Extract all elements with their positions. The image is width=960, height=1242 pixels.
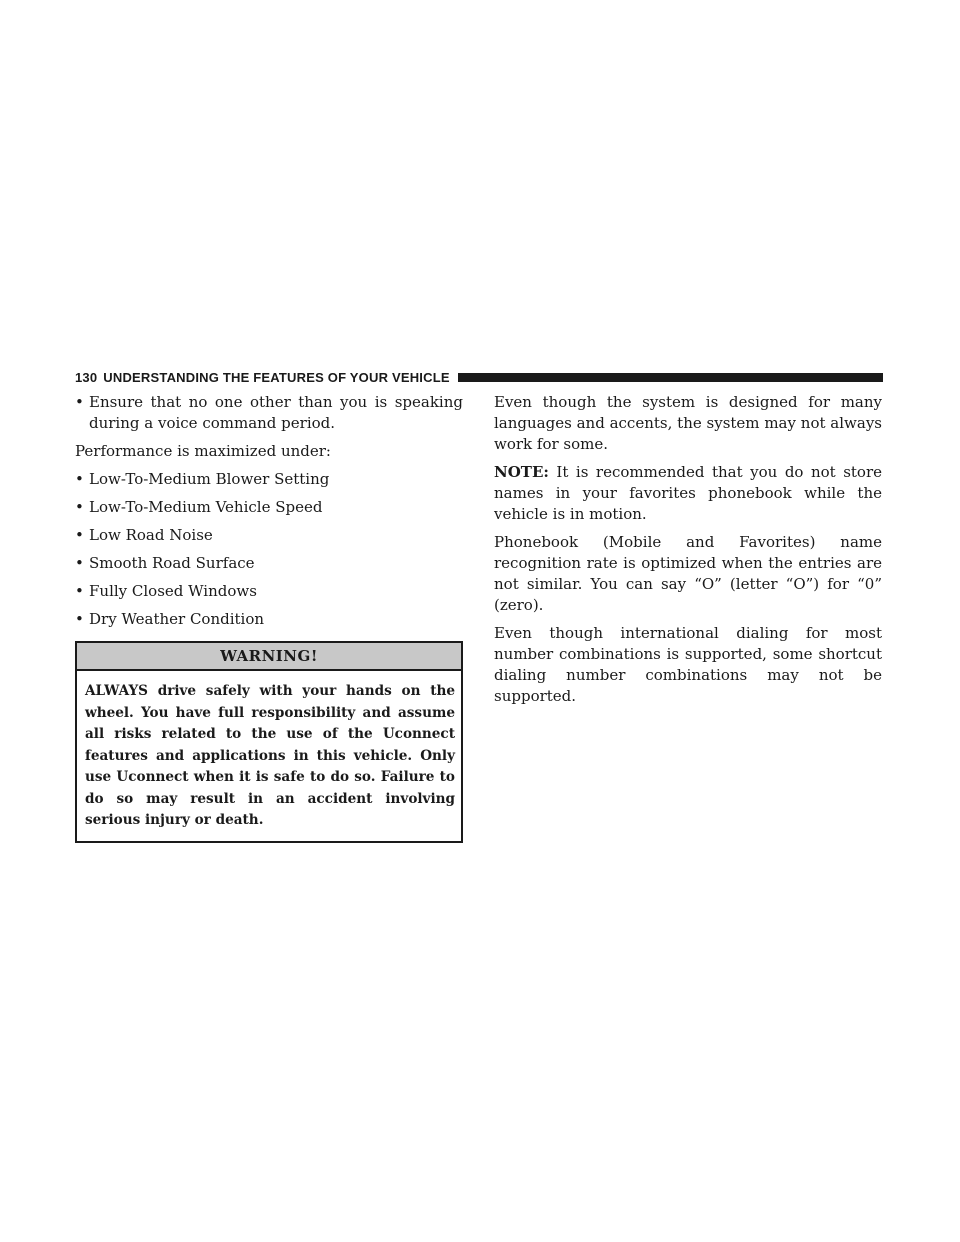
warning-box [75, 641, 463, 843]
right-column [494, 392, 882, 714]
list-item [75, 581, 463, 602]
note-paragraph [494, 462, 882, 525]
list-item [75, 497, 463, 518]
bullet-text: Smooth Road Surface [89, 554, 255, 572]
list-item [75, 553, 463, 574]
bullet-icon: • [75, 498, 84, 516]
bullet-icon: • [75, 610, 84, 628]
bullet-icon: • [75, 554, 84, 572]
bullet-text: Dry Weather Condition [89, 610, 265, 628]
warning-title: WARNING! [77, 643, 461, 671]
warning-text: ALWAYS drive safely with your hands on the wheel. You have full responsibility and assume all risks related to the use of the Uconnect features and applications in this vehicle. Only use Uconnect when it is safe to do so. Failure to do so may result in an accident involving serious injury or death. [85, 683, 455, 828]
note-text: It is recommended that you do not store names in your favorites phonebook while the vehicle is in motion. [494, 463, 882, 523]
left-column [75, 392, 463, 843]
header-rule [458, 373, 883, 382]
bullet-icon: • [75, 526, 84, 544]
bullet-text: Ensure that no one other than you is speaking during a voice command period. [89, 393, 463, 432]
languages-paragraph: Even though the system is designed for many languages and accents, the system may not always work for some. [494, 393, 882, 453]
page-header [75, 368, 883, 386]
list-item [75, 392, 463, 434]
bullet-icon: • [75, 393, 84, 411]
bullet-text: Fully Closed Windows [89, 582, 257, 600]
performance-intro: Performance is maximized under: [75, 442, 331, 460]
bullet-icon: • [75, 582, 84, 600]
section-title: UNDERSTANDING THE FEATURES OF YOUR VEHICLE [103, 369, 450, 385]
list-item [75, 469, 463, 490]
list-item [75, 609, 463, 630]
list-item [75, 525, 463, 546]
phonebook-paragraph: Phonebook (Mobile and Favorites) name recognition rate is optimized when the entries are not similar. You can say “O” (letter “O”) for “0” (zero). [494, 533, 882, 614]
bullet-text: Low Road Noise [89, 526, 213, 544]
bullet-text: Low-To-Medium Vehicle Speed [89, 498, 323, 516]
bullet-icon: • [75, 470, 84, 488]
note-label: NOTE: [494, 463, 549, 481]
page-number: 130 [75, 369, 98, 385]
bullet-text: Low-To-Medium Blower Setting [89, 470, 330, 488]
international-dialing-paragraph: Even though international dialing for most number combinations is supported, some shortcut dialing number combinations may not be supported. [494, 624, 882, 705]
